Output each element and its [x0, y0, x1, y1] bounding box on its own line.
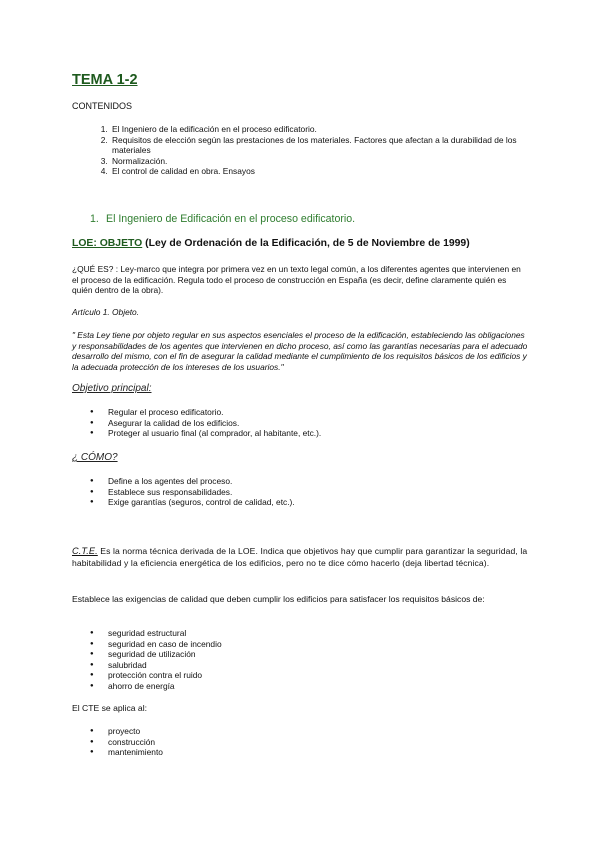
cte-description: Es la norma técnica derivada de la LOE. Indica que objetivos hay que cumplir para garantizar la seguridad, la habitabilidad y la eficiencia energética de los edificios, pero no te dice cómo hacerlo (deja libertad técnica).	[72, 546, 528, 569]
list-item: ● Proteger al usuario final (al comprador, al habitante, etc.).	[108, 428, 321, 439]
que-es-paragraph: ¿QUÉ ES? : Ley-marco que integra por primera vez en un texto legal común, a los diferentes agentes que intervienen en el proceso de la edificación. Regula todo el proceso de construcción en España (es decir, define claramente quién es quién dentro de la obra).	[72, 264, 521, 296]
list-item: ● Regular el proceso edificatorio.	[108, 407, 321, 418]
como-list	[88, 476, 295, 508]
loe-heading	[72, 238, 470, 249]
section-title: El Ingeniero de Edificación en el proceso edificatorio.	[106, 213, 356, 225]
como-label: ¿ CÓMO?	[72, 452, 118, 463]
list-item: ● seguridad de utilización	[108, 649, 222, 660]
objetivo-list	[88, 407, 321, 439]
list-item: ● protección contra el ruido	[108, 670, 222, 681]
list-item: ● seguridad estructural	[108, 628, 222, 639]
section-heading	[90, 213, 355, 225]
list-item: ● Exige garantías (seguros, control de calidad, etc.).	[108, 497, 295, 508]
toc-item: 2. Requisitos de elección según las prestaciones de los materiales. Factores que afectan a la durabilidad de los materiales	[110, 135, 540, 156]
page-title: TEMA 1-2	[72, 72, 138, 88]
aplica-label: El CTE se aplica al:	[72, 703, 147, 713]
toc-item: 4. El control de calidad en obra. Ensayos	[110, 166, 540, 177]
list-item: ● Define a los agentes del proceso.	[108, 476, 295, 487]
section-number: 1.	[90, 213, 99, 225]
loe-full-name: (Ley de Ordenación de la Edificación, de 5 de Noviembre de 1999)	[142, 238, 470, 249]
aplica-list	[88, 726, 163, 758]
list-item: ● ahorro de energía	[108, 681, 222, 692]
loe-objeto-link: LOE: OBJETO	[72, 238, 143, 249]
list-item: ● salubridad	[108, 660, 222, 671]
list-item: ● Asegurar la calidad de los edificios.	[108, 418, 321, 429]
cte-paragraph	[72, 545, 530, 569]
requisitos-list	[88, 628, 222, 692]
list-item: ● proyecto	[108, 726, 163, 737]
exigencias-paragraph: Establece las exigencias de calidad que deben cumplir los edificios para satisfacer los requisitos básicos de:	[72, 594, 485, 604]
cte-label: C.T.E.	[72, 546, 98, 556]
list-item: ● seguridad en caso de incendio	[108, 639, 222, 650]
contenidos-label: CONTENIDOS	[72, 101, 133, 111]
list-item: ● Establece sus responsabilidades.	[108, 487, 295, 498]
ley-quote: " Esta Ley tiene por objeto regular en sus aspectos esenciales el proceso de la edificación, estableciendo las obligaciones y responsabilidades de los agentes que intervienen en dicho proceso, así como las garantías necesarias para el adecuado desarrollo del mismo, con el fin de asegurar la calidad mediante el cumplimiento de los requisitos básicos de los edificios y la adecuada protección de los intereses de los usuarios."	[72, 330, 528, 372]
toc-item: 1. El Ingeniero de la edificación en el proceso edificatorio.	[110, 124, 540, 135]
toc-item: 3. Normalización.	[110, 156, 540, 167]
list-item: ● mantenimiento	[108, 747, 163, 758]
list-item: ● construcción	[108, 737, 163, 748]
articulo-label: Artículo 1. Objeto.	[72, 307, 140, 317]
objetivo-principal-label: Objetivo principal:	[72, 383, 152, 394]
table-of-contents	[88, 124, 540, 177]
